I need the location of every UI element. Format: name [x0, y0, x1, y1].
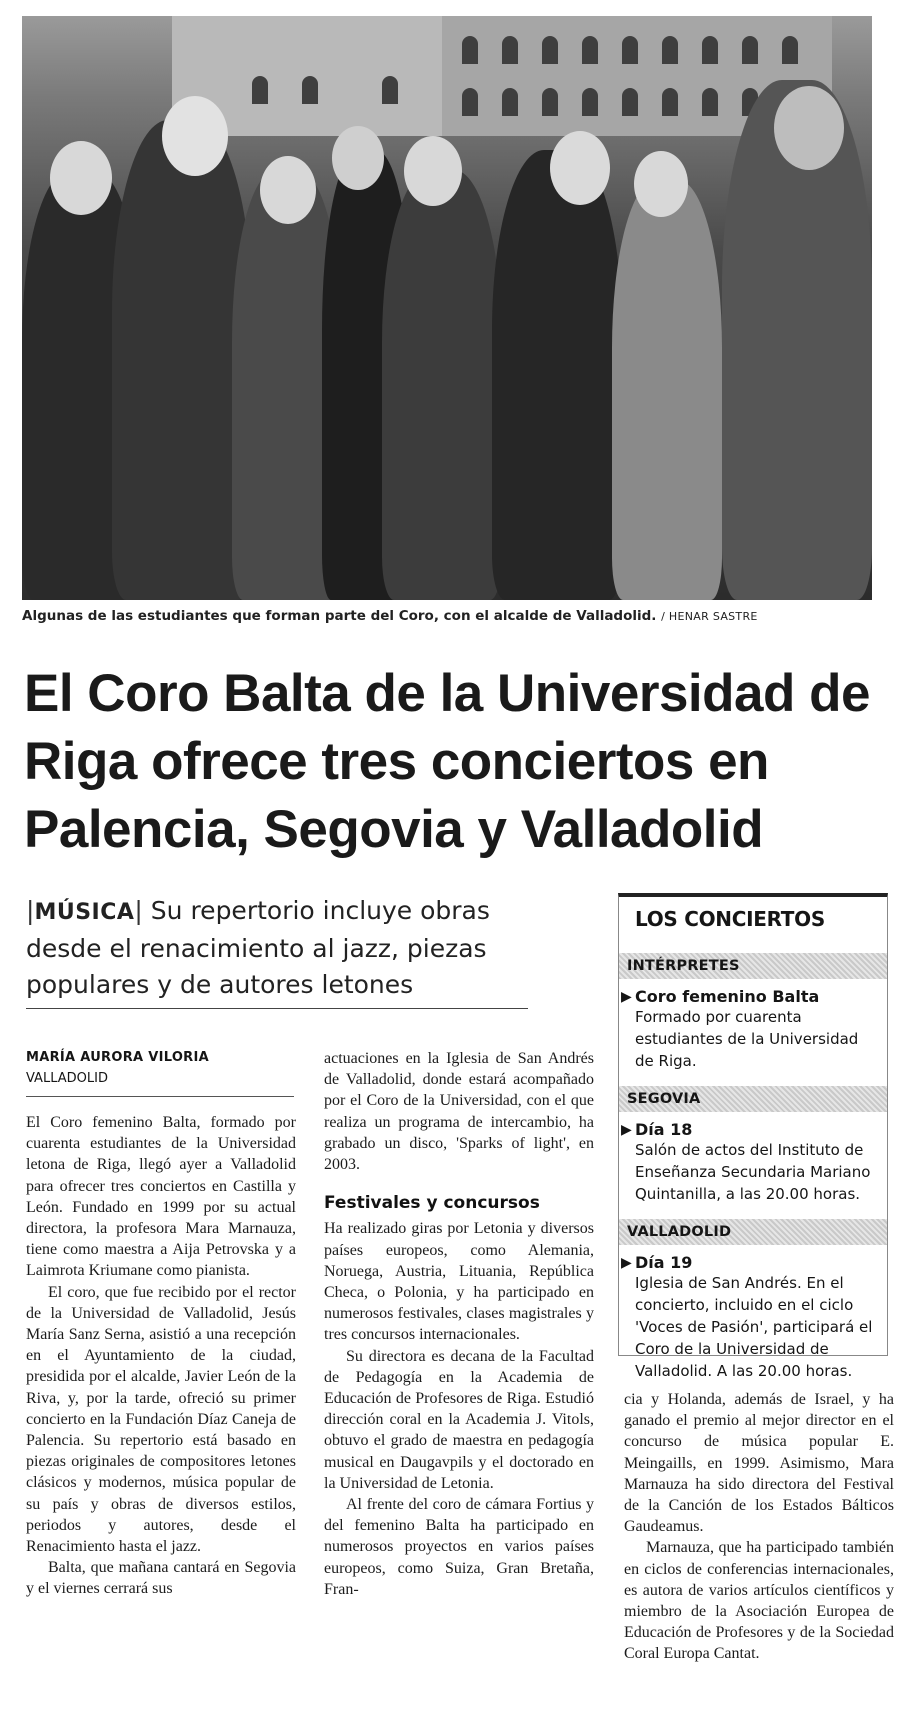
article-subheading: Festivales y concursos: [324, 1193, 540, 1214]
photo-caption: [22, 608, 882, 624]
concerts-sidebar: [618, 893, 888, 1380]
news-photo: [22, 16, 872, 600]
byline-author: MARÍA AURORA VILORIA: [26, 1050, 209, 1065]
sidebar-entry-lead: Día 18: [635, 1120, 693, 1139]
article-paragraph: El Coro femenino Balta, formado por cuarenta estudiantes de la Universidad letona de Riga, llegó ayer a Valladolid para ofrecer tres conciertos en Castilla y León. Fundado en 1999 por su actual directora, la profesora Mara Marnauza, tiene como maestra a Aija Petrovska y a Laimrota Kriumane como pianista.: [26, 1114, 296, 1280]
sidebar-title: LOS CONCIERTOS: [635, 907, 825, 931]
headline: El Coro Balta de la Universidad de Riga ofrece tres conciertos en Palencia, Segovia y Valladolid: [24, 664, 870, 859]
sidebar-entry: [619, 1112, 887, 1213]
photo-figure: [612, 180, 722, 600]
divider: [26, 1008, 528, 1009]
article-paragraph: cia y Holanda, además de Israel, y ha ganado el premio al mejor director en el concurso de música popular E. Meingaills, en 1999. Asimismo, Mara Marnauza ha sido directora del Festival de la Canción de los Estados Bálticos Gaudeamus.: [624, 1391, 894, 1536]
triangle-right-icon: ▶: [621, 1255, 632, 1271]
subheadline-text: Su repertorio incluye obras desde el renacimiento al jazz, piezas populares y de autores letones: [26, 896, 490, 999]
triangle-right-icon: ▶: [621, 989, 632, 1005]
caption-text: Algunas de las estudiantes que forman parte del Coro, con el alcalde de Valladolid.: [22, 608, 657, 624]
article-paragraph: actuaciones en la Iglesia de San Andrés de Valladolid, donde estará acompañado por el Coro de la Universidad, con el que realiza un programa de intercambio, ha grabado un disco, 'Sparks of light', en 2003.: [324, 1050, 594, 1174]
article-paragraph: Al frente del coro de cámara Fortius y del femenino Balta ha participado en numerosos proyectos en varios países europeos, como Suiza, Gran Bretaña, Fran-: [324, 1496, 594, 1598]
article-column-1: [26, 1112, 296, 1600]
article-paragraph: Marnauza, que ha participado también en ciclos de conferencias internacionales, es autora de varios artículos científicos y miembro de la Asociación Europea de Educación de Profesores y de la Sociedad Coral Europa Cantat.: [624, 1539, 894, 1663]
sidebar-entry: [619, 979, 887, 1080]
article-paragraph: El coro, que fue recibido por el rector de la Universidad de Valladolid, Jesús María Sanz Serna, asistió a una recepción en el Ayuntamiento de la ciudad, presidida por el alcalde, Javier León de la Riva, y, por la tarde, ofreció su primer concierto en la Fundación Díaz Caneja de Palencia. Su repertorio está basado en piezas originales de compositores letones clásicos y modernos, música popular de su país y obras de diversos estilos, periodos y autores, desde el Renacimiento hasta el jazz.: [26, 1283, 296, 1556]
sidebar-entry-lead: Coro femenino Balta: [635, 987, 820, 1006]
photo-figure: [382, 170, 502, 600]
photo-figure: [492, 150, 622, 600]
article-column-3: [624, 1389, 894, 1665]
sidebar-entry-lead: Día 19: [635, 1253, 693, 1272]
sidebar-band-valladolid: VALLADOLID: [619, 1219, 887, 1245]
article-column-2: [324, 1048, 594, 1600]
article-paragraph: Su directora es decana de la Facultad de Pedagogía en la Academia de Educación de Profesores de Riga. Estudió dirección coral en la Academia J. Vitols, obtuvo el grado de maestra en pedagogía musical en Daugavpils y el doctorado en la Universidad de Letonia.: [324, 1347, 594, 1492]
sidebar-entry: [619, 1245, 887, 1390]
photo-figure: [112, 120, 252, 600]
photo-credit: / HENAR SASTRE: [661, 610, 758, 623]
byline: [26, 1050, 294, 1086]
sidebar-band-performers: INTÉRPRETES: [619, 953, 887, 979]
sidebar-entry-text: Salón de actos del Instituto de Enseñanza Secundaria Mariano Quintanilla, a las 20.00 horas.: [635, 1141, 871, 1203]
divider: [26, 1096, 294, 1097]
sidebar-entry-text: Iglesia de San Andrés. En el concierto, incluido en el ciclo 'Voces de Pasión', participará el Coro de la Universidad de Valladolid. A las 20.00 horas.: [635, 1274, 873, 1380]
subheadline: |MÚSICA| Su repertorio incluye obras desde el renacimiento al jazz, piezas populares y de autores letones: [26, 896, 490, 999]
section-tag: MÚSICA: [34, 900, 135, 925]
byline-place: VALLADOLID: [26, 1071, 108, 1086]
article-paragraph: Balta, que mañana cantará en Segovia y el viernes cerrará sus: [26, 1559, 296, 1598]
sidebar-entry-text: Formado por cuarenta estudiantes de la Universidad de Riga.: [635, 1008, 859, 1070]
triangle-right-icon: ▶: [621, 1122, 632, 1138]
sidebar-band-segovia: SEGOVIA: [619, 1086, 887, 1112]
article-paragraph: Ha realizado giras por Letonia y diversos países europeos, como Alemania, Noruega, Austria, Lituania, República Checa, o Polonia, y ha participado en numerosos festivales, clases magistrales y tres concursos internacionales.: [324, 1220, 594, 1344]
